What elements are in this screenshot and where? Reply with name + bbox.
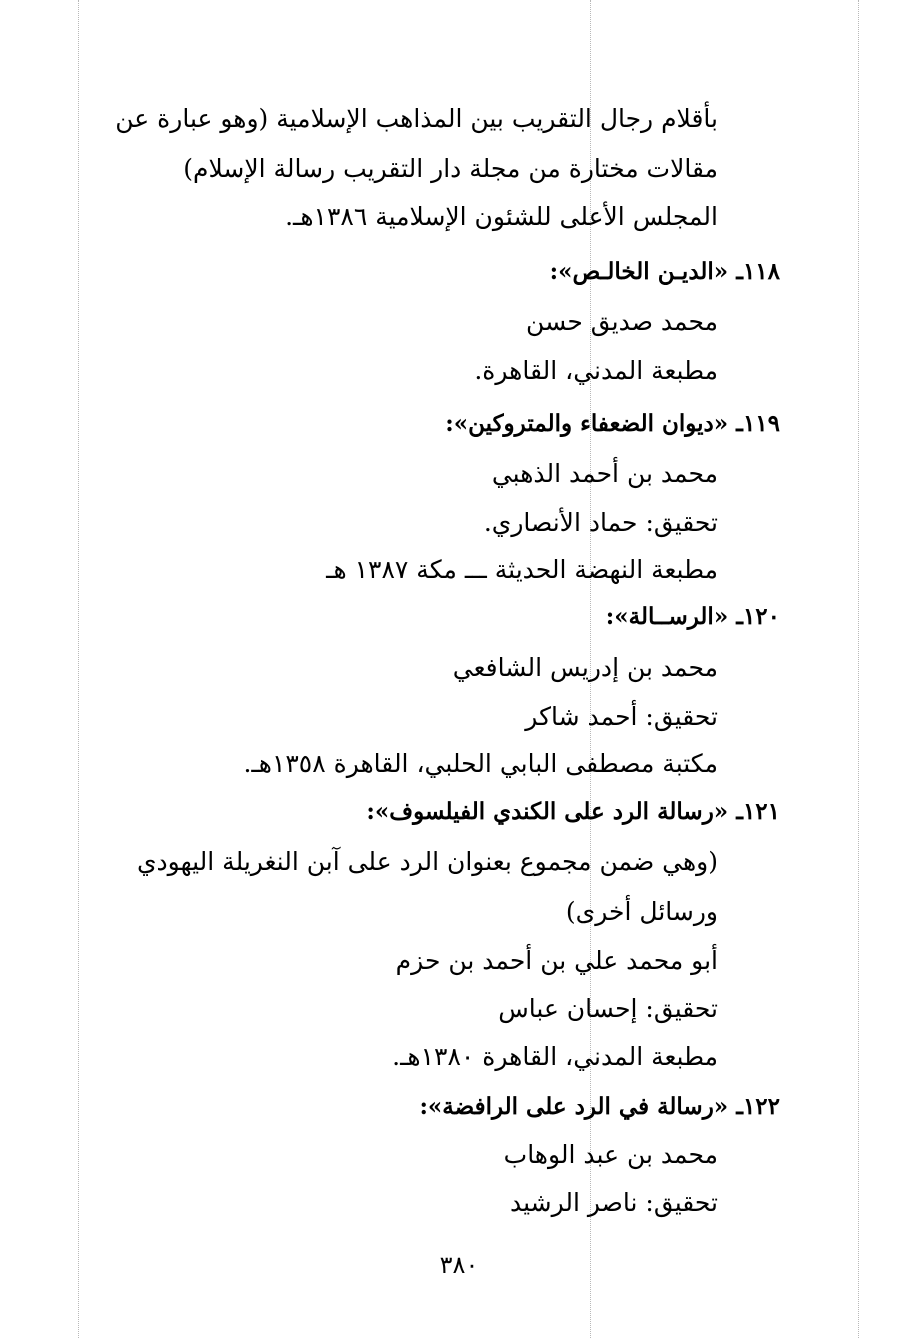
entry-line: تحقيق: ناصر الرشيد	[509, 1188, 718, 1217]
entry-line: تحقيق: حماد الأنصاري.	[483, 508, 718, 537]
entry-line: مطبعة النهضة الحديثة ـــ مكة ١٣٨٧ هـ	[326, 555, 718, 584]
entry-line: تحقيق: أحمد شاكر	[525, 702, 718, 731]
intro-line: مقالات مختارة من مجلة دار التقريب رسالة الإسلام)	[183, 154, 718, 183]
entry-heading: ١١٨ـ «الديـن الخالـص»:	[549, 258, 780, 285]
entry-heading: ١٢١ـ «رسالة الرد على الكندي الفيلسوف»:	[366, 798, 780, 825]
entry-line: محمد بن إدريس الشافعي	[452, 653, 718, 682]
intro-line: المجلس الأعلى للشئون الإسلامية ١٣٨٦هـ.	[285, 202, 718, 231]
entry-line: مطبعة المدني، القاهرة.	[474, 356, 718, 385]
entry-line: تحقيق: إحسان عباس	[498, 994, 718, 1023]
entry-line: محمد صديق حسن	[526, 307, 718, 336]
entry-line: مطبعة المدني، القاهرة ١٣٨٠هـ.	[392, 1042, 718, 1071]
entry-line: أبو محمد علي بن أحمد بن حزم	[395, 946, 718, 975]
entry-line: مكتبة مصطفى البابي الحلبي، القاهرة ١٣٥٨هـ.	[243, 749, 718, 778]
page-number: ٣٨٠	[439, 1251, 479, 1279]
entry-line: (وهي ضمن مجموع بعنوان الرد على آبن النغريلة اليهودي	[136, 847, 718, 876]
entry-heading: ١٢٢ـ «رسالة في الرد على الرافضة»:	[419, 1093, 780, 1120]
entry-heading: ١٢٠ـ «الرســالة»:	[605, 603, 780, 630]
intro-line: بأقلام رجال التقريب بين المذاهب الإسلامية (وهو عبارة عن	[115, 104, 718, 133]
entry-heading: ١١٩ـ «ديوان الضعفاء والمتروكين»:	[445, 410, 780, 437]
entry-line: محمد بن أحمد الذهبي	[491, 459, 718, 488]
entry-line: محمد بن عبد الوهاب	[503, 1140, 718, 1169]
entry-line: ورسائل أخرى)	[565, 897, 718, 926]
